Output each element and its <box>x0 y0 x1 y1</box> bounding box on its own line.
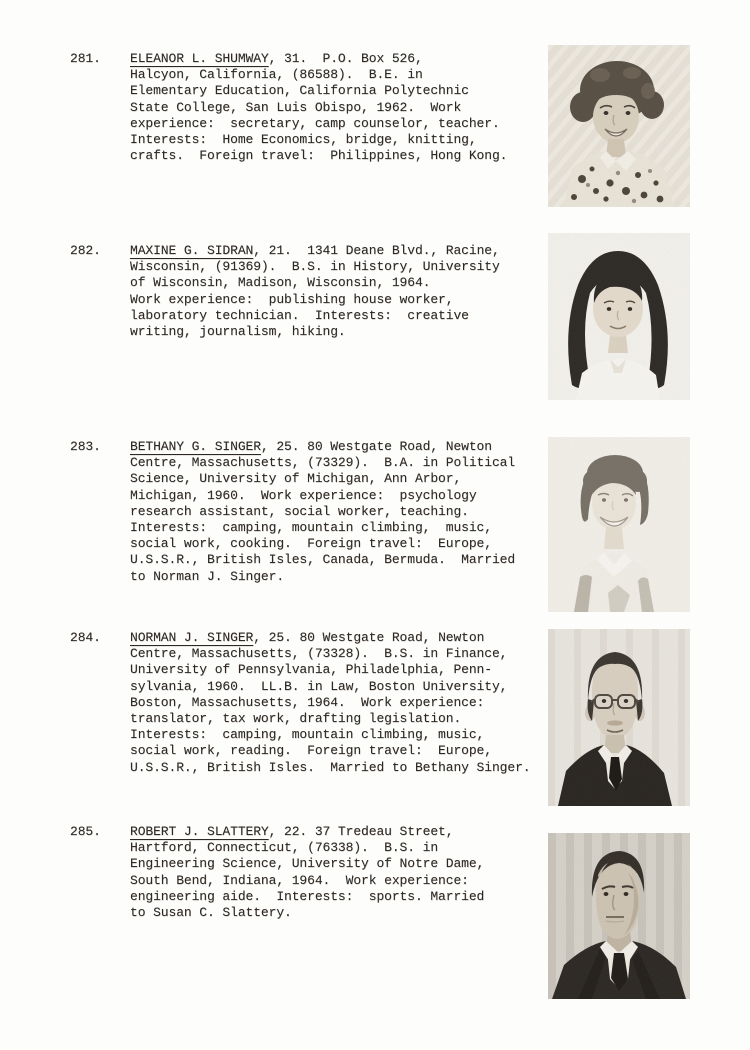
entry-line: sylvania, 1960. LL.B. in Law, Boston University, <box>130 678 508 694</box>
entry-line: social work, reading. Foreign travel: Europe, <box>130 743 492 759</box>
entry-line <box>130 630 570 646</box>
entry-number-283: 283. <box>70 439 101 454</box>
entry-text-283 <box>130 439 570 585</box>
entry-line: Interests: camping, mountain climbing, music, <box>130 520 492 536</box>
entry-text-284 <box>130 630 570 776</box>
entry-line: South Bend, Indiana, 1964. Work experience: <box>130 872 469 888</box>
entry-line: University of Pennsylvania, Philadelphia, Penn- <box>130 662 492 678</box>
entry-line: laboratory technician. Interests: creative <box>130 307 469 323</box>
entry-line: social work, cooking. Foreign travel: Europe, <box>130 536 492 552</box>
person-name: ROBERT J. SLATTERY <box>130 824 269 839</box>
entry-line: Interests: camping, mountain climbing, music, <box>130 727 485 743</box>
entry-number-284: 284. <box>70 630 101 645</box>
entry-line: Halcyon, California, (86588). B.E. in <box>130 67 423 83</box>
entry-line: Interests: Home Economics, bridge, knitting, <box>130 132 477 148</box>
person-name: NORMAN J. SINGER <box>130 630 254 645</box>
entry-number-282: 282. <box>70 243 101 258</box>
portrait-photo-norman-singer <box>548 629 690 806</box>
entry-line: to Norman J. Singer. <box>130 568 285 584</box>
entry-line <box>130 243 570 259</box>
entry-line: to Susan C. Slattery. <box>130 905 292 921</box>
entry-line: Hartford, Connecticut, (76338). B.S. in <box>130 840 439 856</box>
entry-line-rest: , 31. P.O. Box 526, <box>268 51 423 66</box>
person-name: MAXINE G. SIDRAN <box>130 243 254 258</box>
entry-line: Wisconsin, (91369). B.S. in History, University <box>130 259 500 275</box>
entry-line: U.S.S.R., British Isles, Canada, Bermuda. Married <box>130 552 516 568</box>
entry-text-285 <box>130 824 570 921</box>
entry-text-281 <box>130 51 570 164</box>
entry-number-285: 285. <box>70 824 101 839</box>
entry-line: experience: secretary, camp counselor, teacher. <box>130 115 500 131</box>
entry-line: U.S.S.R., British Isles. Married to Bethany Singer. <box>130 759 531 775</box>
entry-line: State College, San Luis Obispo, 1962. Work <box>130 99 462 115</box>
entry-text-282 <box>130 243 570 340</box>
entry-line: Work experience: publishing house worker, <box>130 291 454 307</box>
portrait-photo-shumway <box>548 45 690 207</box>
entry-line-rest: , 25. 80 Westgate Road, Newton <box>253 630 485 645</box>
portrait-photo-bethany-singer <box>548 437 690 612</box>
person-name: BETHANY G. SINGER <box>130 439 261 454</box>
entry-line-rest: , 25. 80 Westgate Road, Newton <box>260 439 492 454</box>
person-name: ELEANOR L. SHUMWAY <box>130 51 269 66</box>
entry-line: Michigan, 1960. Work experience: psychology <box>130 487 477 503</box>
entry-line: Science, University of Michigan, Ann Arbor, <box>130 471 462 487</box>
entry-line: writing, journalism, hiking. <box>130 324 346 340</box>
entry-line <box>130 51 570 67</box>
entry-line <box>130 824 570 840</box>
entry-line: of Wisconsin, Madison, Wisconsin, 1964. <box>130 275 431 291</box>
portrait-photo-slattery <box>548 833 690 999</box>
entry-line: Elementary Education, California Polytechnic <box>130 83 469 99</box>
entry-line: crafts. Foreign travel: Philippines, Hong Kong. <box>130 148 508 164</box>
entry-line <box>130 439 570 455</box>
entry-line: research assistant, social worker, teaching. <box>130 503 469 519</box>
entry-line: Engineering Science, University of Notre Dame, <box>130 856 485 872</box>
entry-line: Boston, Massachusetts, 1964. Work experience: <box>130 694 485 710</box>
entry-line: Centre, Massachusetts, (73329). B.A. in Political <box>130 455 516 471</box>
entry-number-281: 281. <box>70 51 101 66</box>
portrait-photo-sidran <box>548 233 690 400</box>
entry-line: translator, tax work, drafting legislation. <box>130 711 462 727</box>
entry-line: Centre, Massachusetts, (73328). B.S. in Finance, <box>130 646 508 662</box>
entry-line-rest: , 22. 37 Tredeau Street, <box>268 824 454 839</box>
entry-line-rest: , 21. 1341 Deane Blvd., Racine, <box>253 243 500 258</box>
entry-line: engineering aide. Interests: sports. Married <box>130 888 485 904</box>
